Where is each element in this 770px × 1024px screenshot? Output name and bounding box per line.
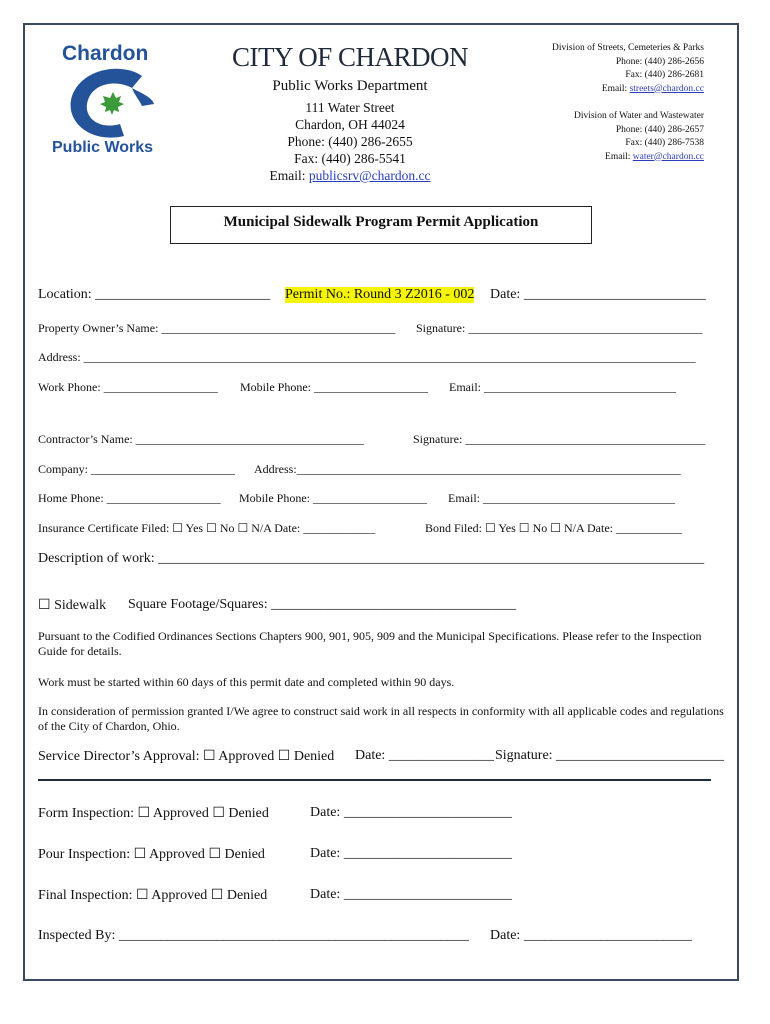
final-inspection-approved-label: Approved	[148, 888, 211, 903]
form-inspection-denied-label: Denied	[224, 806, 269, 821]
department-fax: Fax: (440) 286-5541	[294, 151, 406, 166]
square-footage-field[interactable]: Square Footage/Squares: ___________________________________	[128, 597, 517, 612]
insurance-no-label: No	[216, 521, 238, 535]
form-inspection-approved-checkbox[interactable]: ☐	[137, 806, 151, 821]
department-email-label: Email:	[269, 168, 309, 183]
bond-no-label: No	[529, 521, 551, 535]
contractor-home-phone-field[interactable]: Home Phone: ___________________	[38, 491, 221, 505]
permit-number: Permit No.: Round 3 Z2016 - 002	[285, 287, 475, 302]
insurance-na-checkbox[interactable]: ☐	[237, 521, 249, 535]
sidewalk-label: Sidewalk	[50, 598, 107, 613]
department-email	[195, 167, 505, 184]
final-inspection-denied-label: Denied	[223, 888, 268, 903]
owner-email-field[interactable]: Email: ________________________________	[449, 380, 676, 394]
insurance-na-date[interactable]: N/A Date: ____________	[248, 521, 376, 535]
owner-signature-field[interactable]: Signature: _______________________________________	[416, 321, 703, 335]
director-date-field[interactable]: Date: _______________	[355, 748, 494, 763]
streets-division-phone: Phone: (440) 286-2656	[615, 56, 704, 67]
contractor-address-field[interactable]: Address:________________________________________________________________	[254, 462, 681, 476]
form-inspection-denied-checkbox[interactable]: ☐	[212, 806, 225, 821]
bond-yes-checkbox[interactable]: ☐	[485, 521, 496, 535]
department-street: 111 Water Street	[305, 100, 395, 115]
water-division-name: Division of Water and Wastewater	[573, 111, 704, 121]
final-inspection-date-field[interactable]: Date: ________________________	[310, 887, 512, 902]
bond-yes-label: Yes	[495, 521, 519, 535]
director-signature-field[interactable]: Signature: ________________________	[495, 748, 725, 763]
owner-name-field[interactable]: Property Owner’s Name: _______________________________________	[38, 321, 396, 335]
section-divider	[38, 779, 711, 781]
insurance-no-checkbox[interactable]: ☐	[206, 521, 217, 535]
owner-mobile-phone-field[interactable]: Mobile Phone: ___________________	[240, 380, 428, 394]
water-division	[574, 110, 704, 164]
contractor-mobile-phone-field[interactable]: Mobile Phone: ___________________	[239, 491, 427, 505]
streets-division	[552, 42, 704, 96]
director-denied-checkbox[interactable]: ☐	[277, 749, 291, 764]
logo-c-emblem	[62, 66, 156, 142]
department-block	[195, 78, 505, 184]
water-division-phone: Phone: (440) 286-2657	[615, 124, 704, 135]
form-title: Municipal Sidewalk Program Permit Application	[170, 206, 592, 244]
streets-division-email	[552, 83, 704, 97]
pour-inspection-label: Pour Inspection:	[38, 847, 134, 862]
pour-inspection-approved-checkbox[interactable]: ☐	[133, 847, 147, 862]
director-denied-label: Denied	[290, 749, 335, 764]
bond-na-checkbox[interactable]: ☐	[550, 521, 561, 535]
contractor-name-field[interactable]: Contractor’s Name: ______________________________________	[38, 432, 364, 446]
logo-text-top: Chardon	[62, 42, 149, 65]
streets-email-link[interactable]: streets@chardon.cc	[629, 83, 704, 94]
streets-division-name: Division of Streets, Cemeteries & Parks	[552, 43, 704, 53]
director-approval-row	[38, 748, 334, 765]
contractor-company-field[interactable]: Company: ________________________	[38, 462, 235, 476]
director-approved-checkbox[interactable]: ☐	[202, 749, 216, 764]
water-division-fax: Fax: (440) 286-7538	[625, 138, 704, 148]
bond-row	[425, 521, 682, 536]
description-field[interactable]: Description of work: ______________________________________________________________________________	[38, 551, 705, 566]
final-inspection-row	[38, 887, 267, 904]
form-inspection-row	[38, 805, 269, 822]
water-email-link[interactable]: water@chardon.cc	[632, 151, 704, 162]
streets-email-label: Email:	[601, 83, 630, 94]
ordinance-paragraph: Pursuant to the Codified Ordinances Sections Chapters 900, 901, 905, 909 and the Municipal Specifications. Please refer to the Inspection Guide for details.	[38, 629, 702, 658]
inspected-by-field[interactable]: Inspected By: __________________________________________________	[38, 928, 469, 943]
owner-address-field[interactable]: Address: ______________________________________________________________________________________________________	[38, 350, 696, 364]
form-inspection-date-field[interactable]: Date: ________________________	[310, 805, 512, 820]
director-approval-label: Service Director’s Approval:	[38, 749, 203, 764]
water-email-label: Email:	[605, 151, 633, 162]
contractor-signature-field[interactable]: Signature: ________________________________________	[413, 432, 706, 446]
agreement-paragraph: In consideration of permission granted I/We agree to construct said work in all respects in conformity with all applicable codes and regulations of the City of Chardon, Ohio.	[38, 704, 724, 733]
pour-inspection-denied-checkbox[interactable]: ☐	[208, 847, 221, 862]
owner-work-phone-field[interactable]: Work Phone: ___________________	[38, 380, 218, 394]
bond-label: Bond Filed:	[425, 521, 486, 535]
bond-na-date[interactable]: N/A Date: ___________	[561, 521, 682, 535]
insurance-row	[38, 521, 375, 536]
final-inspection-denied-checkbox[interactable]: ☐	[210, 888, 224, 903]
insurance-yes-label: Yes	[183, 521, 207, 535]
pour-inspection-row	[38, 846, 265, 863]
water-division-email	[574, 151, 704, 165]
pour-inspection-denied-label: Denied	[221, 847, 265, 862]
location-field[interactable]: Location: _________________________	[38, 287, 271, 302]
form-inspection-label: Form Inspection:	[38, 806, 138, 821]
work-timing-paragraph: Work must be started within 60 days of this permit date and completed within 90 days.	[38, 675, 455, 689]
location-date-field[interactable]: Date: __________________________	[490, 287, 706, 302]
pour-inspection-date-field[interactable]: Date: ________________________	[310, 846, 512, 861]
department-phone: Phone: (440) 286-2655	[287, 134, 413, 149]
pour-inspection-approved-label: Approved	[146, 847, 209, 862]
form-inspection-approved-label: Approved	[150, 806, 213, 821]
department-email-link[interactable]: publicsrv@chardon.cc	[308, 168, 431, 183]
final-inspection-label: Final Inspection:	[38, 888, 136, 903]
logo-text-bottom: Public Works	[52, 139, 154, 156]
contractor-email-field[interactable]: Email: ________________________________	[448, 491, 675, 505]
insurance-yes-checkbox[interactable]: ☐	[172, 521, 184, 535]
maple-leaf-icon	[100, 92, 124, 115]
sidewalk-checkbox[interactable]: ☐	[38, 598, 51, 613]
city-title: CITY OF CHARDON	[231, 42, 468, 72]
bond-no-checkbox[interactable]: ☐	[518, 521, 530, 535]
director-approved-label: Approved	[215, 749, 278, 764]
inspected-date-field[interactable]: Date: ________________________	[490, 928, 692, 943]
department-name: Public Works Department	[272, 78, 428, 94]
streets-division-fax: Fax: (440) 286-2681	[625, 70, 704, 80]
final-inspection-approved-checkbox[interactable]: ☐	[136, 888, 149, 903]
department-citystate: Chardon, OH 44024	[295, 117, 405, 132]
sidewalk-option	[38, 597, 106, 614]
insurance-label: Insurance Certificate Filed:	[38, 521, 173, 535]
chardon-public-works-logo	[44, 40, 174, 165]
